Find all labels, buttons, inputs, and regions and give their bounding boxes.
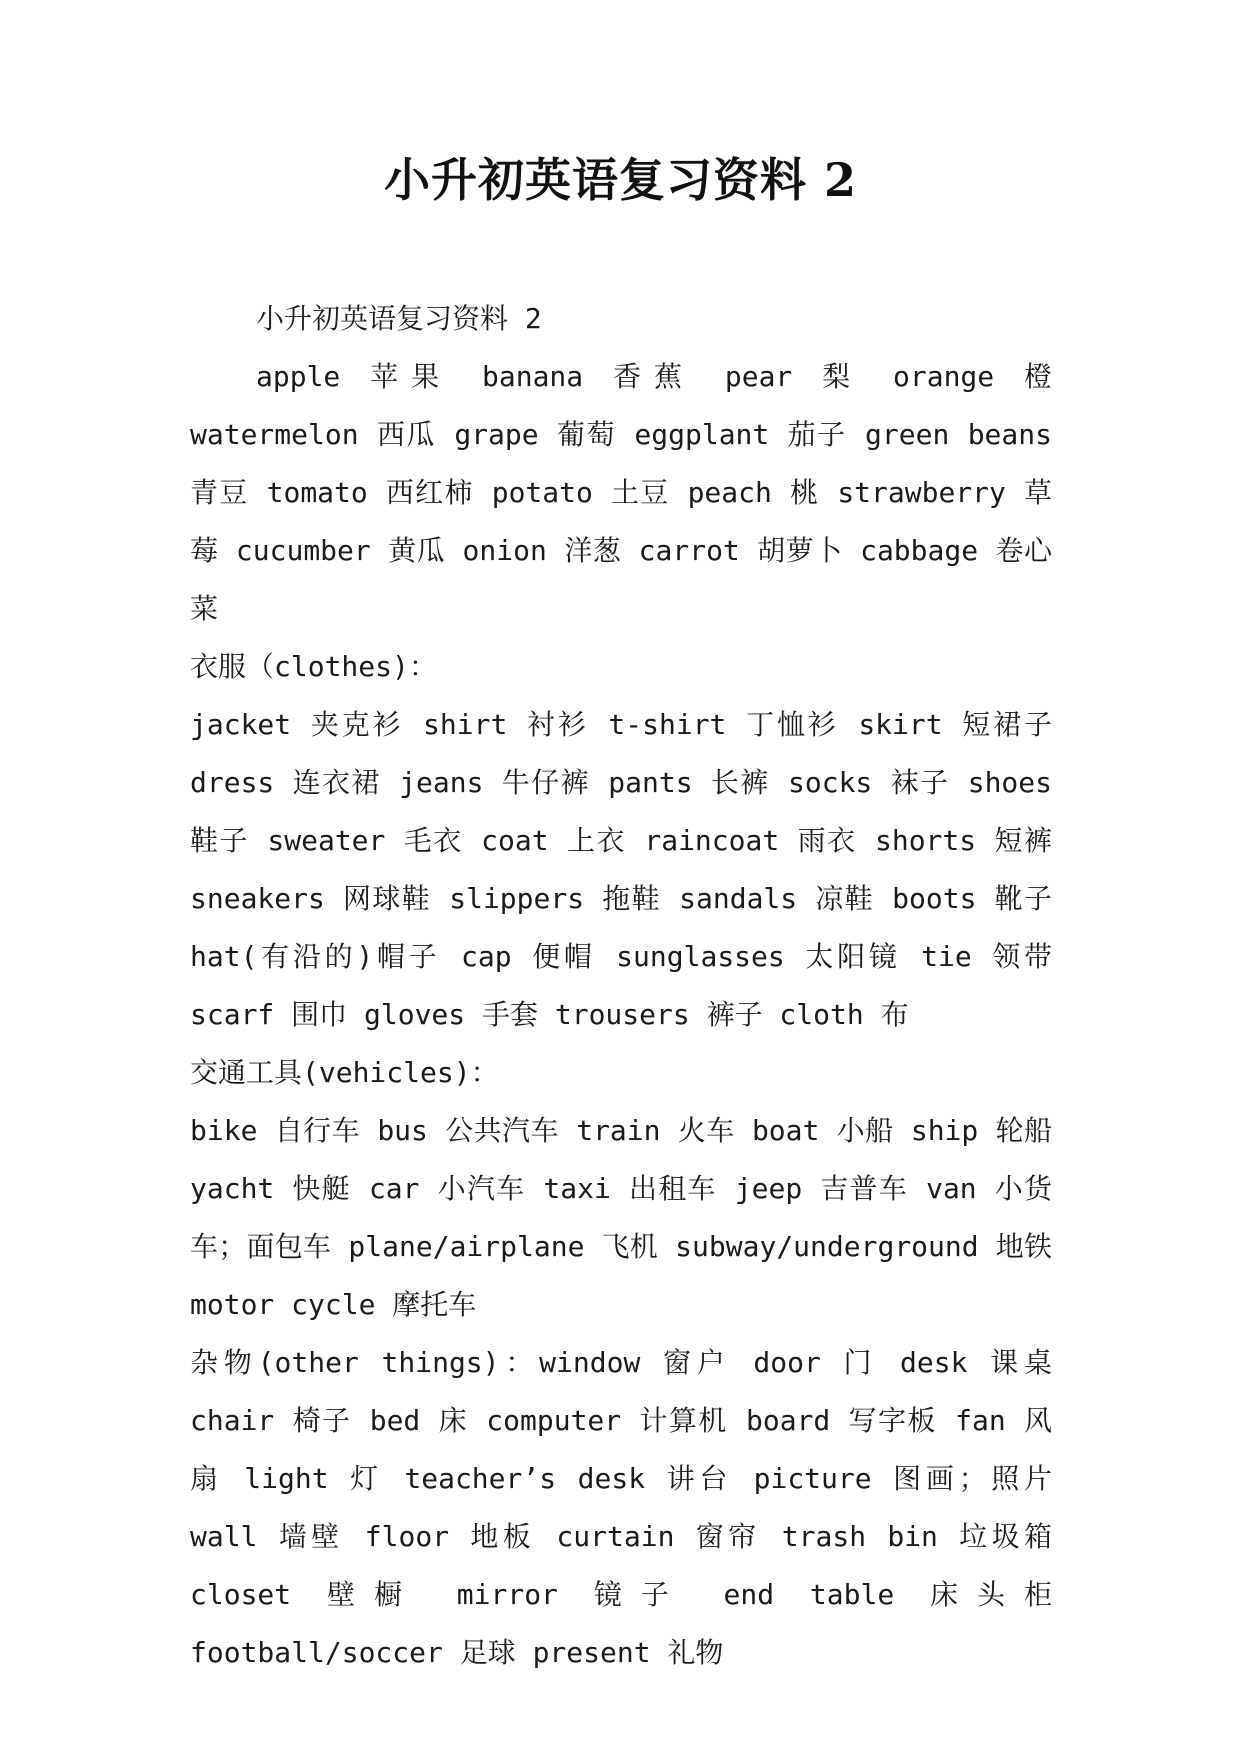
- heading-vehicles: 交通工具(vehicles)：: [190, 1056, 499, 1089]
- paragraph-subtitle: 小升初英语复习资料 2: [256, 302, 542, 335]
- heading-clothes: 衣服（clothes)：: [190, 650, 437, 683]
- paragraph-vehicles: bike 自行车 bus 公共汽车 train 火车 boat 小船 ship 轮船 yacht 快艇 car 小汽车 taxi 出租车 jeep 吉普车 van 小货车；面包车 plane/airplane 飞机 subway/underground 地铁 motor cycle 摩托车: [190, 1114, 1052, 1321]
- paragraph-other-things: 杂物(other things)：window 窗户 door 门 desk 课桌 chair 椅子 bed 床 computer 计算机 board 写字板 fan 风扇 light 灯 teacher’s desk 讲台 picture 图画；照片 wall 墙壁 floor 地板 curtain 窗帘 trash bin 垃圾箱 closet 壁橱 mirror 镜子 end table 床头柜 football/soccer 足球 present 礼物: [190, 1346, 1052, 1669]
- document-title: 小升初英语复习资料 2: [383, 153, 858, 207]
- paragraph-fruits-vegetables: apple 苹果 banana 香蕉 pear 梨 orange 橙 watermelon 西瓜 grape 葡萄 eggplant 茄子 green beans 青豆 tomato 西红柿 potato 土豆 peach 桃 strawberry 草莓 cucumber 黄瓜 onion 洋葱 carrot 胡萝卜 cabbage 卷心菜: [190, 360, 1052, 625]
- document-body: [190, 290, 1052, 1682]
- paragraph-clothes: jacket 夹克衫 shirt 衬衫 t-shirt 丁恤衫 skirt 短裙子 dress 连衣裙 jeans 牛仔裤 pants 长裤 socks 袜子 shoes 鞋子 sweater 毛衣 coat 上衣 raincoat 雨衣 shorts 短裤 sneakers 网球鞋 slippers 拖鞋 sandals 凉鞋 boots 靴子 hat(有沿的)帽子 cap 便帽 sunglasses 太阳镜 tie 领带 scarf 围巾 gloves 手套 trousers 裤子 cloth 布: [190, 708, 1052, 1031]
